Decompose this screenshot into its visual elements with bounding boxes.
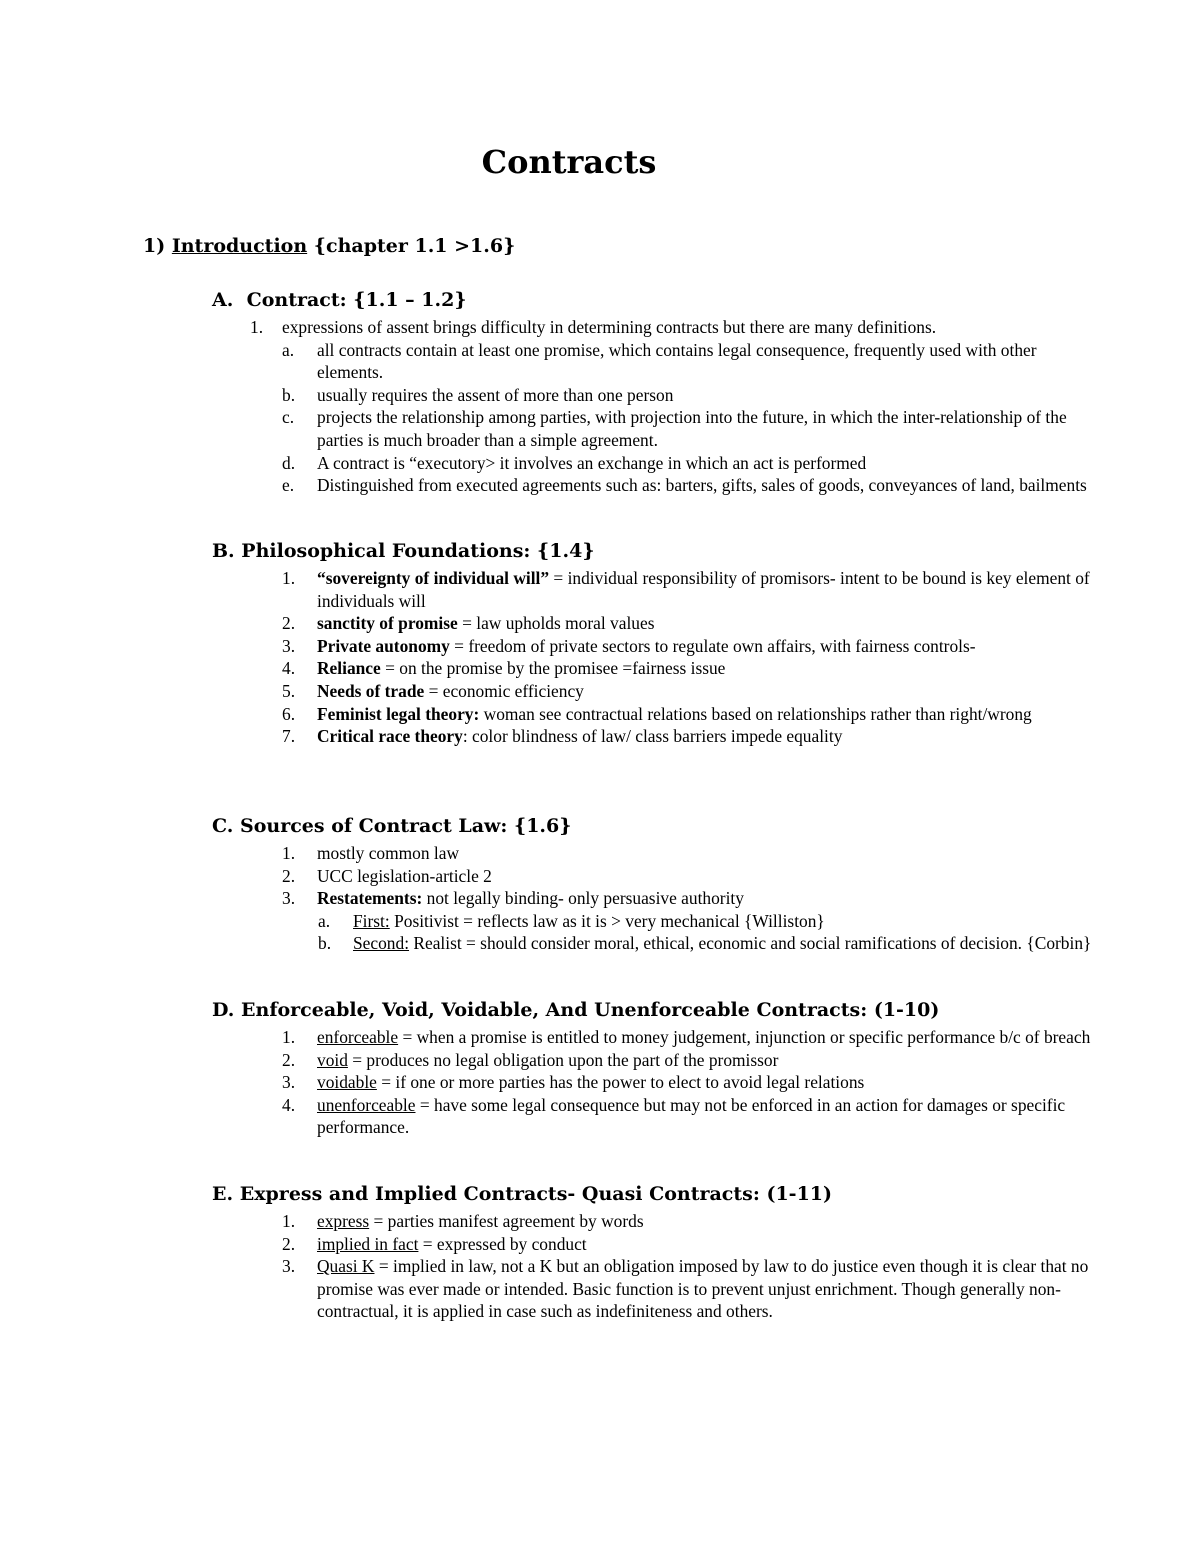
item-letter: c. (282, 407, 295, 428)
item-text: = individual responsibility of promisors- intent to be bound is key element of individuals will (317, 568, 1090, 611)
item-number: 2. (282, 613, 296, 634)
lettered-list (212, 339, 1092, 497)
item-text: Realist = should consider moral, ethical, economic and social ramifications of decision. {Corbin} (409, 933, 1092, 954)
list-item (212, 384, 1092, 407)
item-text: not legally binding- only persuasive authority (422, 888, 744, 909)
item-number: 5. (282, 680, 296, 701)
item-term: Second: (353, 933, 410, 954)
item-text: : color blindness of law/ class barriers impede equality (462, 726, 843, 747)
item-text: = produces no legal obligation upon the part of the promissor (347, 1049, 779, 1070)
list-item (212, 452, 1092, 475)
list-item (212, 339, 1092, 384)
item-letter: e. (282, 475, 295, 496)
list-item (212, 1094, 1092, 1139)
section-enforceable-contracts (212, 996, 1092, 1139)
item-term: implied in fact (317, 1233, 419, 1254)
item-number: 1. (282, 1211, 296, 1231)
list-item (212, 703, 1092, 726)
item-letter: d. (282, 452, 296, 473)
list-item (212, 1071, 1092, 1094)
list-item (212, 567, 1092, 612)
item-letter: b. (318, 933, 332, 954)
item-term: sanctity of promise (317, 613, 458, 634)
chapter-heading (143, 232, 515, 260)
item-number: 6. (282, 703, 296, 724)
item-term: voidable (317, 1072, 377, 1093)
section-title: Contract: {1.1 – 1.2} (246, 289, 467, 311)
list-item (212, 865, 1092, 888)
item-text: = on the promise by the promisee =fairness issue (380, 658, 726, 679)
list-item (212, 842, 1092, 865)
item-text: = implied in law, not a K but an obligation imposed by law to do justice even though it is clear that no promise was ever made or intended. Basic function is to prevent unjust enrichment. Though generally non-contractual, it is applied in case such as indefiniteness and others. (317, 1256, 1089, 1322)
item-text: = when a promise is entitled to money judgement, injunction or specific performance b/c of breach (398, 1027, 1091, 1047)
chapter-number: 1) (143, 235, 166, 257)
item-text: all contracts contain at least one promise, which contains legal consequence, frequently used with other elements. (317, 339, 1037, 383)
item-number: 3. (282, 1256, 296, 1277)
list-item (212, 1049, 1092, 1072)
section-heading (212, 286, 1092, 314)
item-letter: b. (282, 384, 296, 405)
numbered-list (212, 1210, 1092, 1323)
section-sources-of-contract-law (212, 812, 1092, 955)
item-text: = if one or more parties has the power to elect to avoid legal relations (376, 1072, 865, 1093)
list-item (212, 612, 1092, 635)
item-letter: a. (282, 339, 295, 360)
numbered-list (212, 316, 1092, 497)
list-item (212, 910, 1092, 933)
lettered-list (212, 910, 1092, 955)
item-number: 1. (282, 843, 296, 863)
item-term: Quasi K (317, 1256, 375, 1277)
item-text: A contract is “executory> it involves an exchange in which an act is performed (317, 452, 867, 473)
item-term: Needs of trade (317, 680, 425, 701)
item-number: 2. (282, 1233, 296, 1254)
item-term: enforceable (317, 1027, 399, 1047)
item-text: mostly common law (317, 843, 460, 863)
item-number: 2. (282, 1049, 296, 1070)
item-text: = parties manifest agreement by words (369, 1211, 644, 1231)
item-number: 7. (282, 726, 296, 747)
item-text: expressions of assent brings difficulty in determining contracts but there are many definitions. (282, 317, 937, 337)
section-letter: A. (212, 289, 234, 311)
item-number: 3. (282, 635, 296, 656)
list-item (212, 932, 1092, 955)
item-text: Distinguished from executed agreements such as: barters, gifts, sales of goods, conveyances of land, bailments (317, 475, 1087, 496)
item-term: Critical race theory (317, 726, 463, 747)
list-item (212, 635, 1092, 658)
item-number: 3. (282, 1072, 296, 1093)
item-term: First: (353, 910, 390, 931)
section-express-implied-contracts (212, 1180, 1092, 1323)
item-number: 4. (282, 1094, 296, 1115)
item-number: 4. (282, 658, 296, 679)
item-term: Feminist legal theory: (317, 703, 480, 724)
document-title: Contracts (481, 143, 657, 181)
chapter-name: Introduction (171, 235, 308, 257)
section-heading: D. Enforceable, Void, Voidable, And Unenforceable Contracts: (1-10) (212, 999, 940, 1021)
list-item (212, 1026, 1092, 1049)
item-number: 2. (282, 865, 296, 886)
numbered-list (212, 842, 1092, 955)
numbered-list (212, 1026, 1092, 1139)
list-item (212, 474, 1092, 497)
item-letter: a. (318, 910, 331, 931)
section-heading: E. Express and Implied Contracts- Quasi Contracts: (1-11) (212, 1183, 832, 1205)
numbered-list (212, 567, 1092, 748)
item-term: Restatements: (317, 888, 423, 909)
item-term: Reliance (317, 658, 381, 679)
list-item (212, 1233, 1092, 1256)
section-philosophical-foundations (212, 537, 1092, 748)
list-item (212, 1255, 1092, 1323)
section-heading: C. Sources of Contract Law: {1.6} (212, 815, 572, 837)
list-item (212, 887, 1092, 910)
item-term: express (317, 1211, 370, 1231)
item-text: = expressed by conduct (418, 1233, 587, 1254)
chapter-ref: {chapter 1.1 >1.6} (313, 235, 516, 257)
list-item (212, 725, 1092, 748)
list-item (212, 657, 1092, 680)
item-text: = law upholds moral values (457, 613, 655, 634)
item-term: “sovereignty of individual will” (317, 568, 550, 588)
item-text: Positivist = reflects law as it is > very mechanical {Williston} (389, 910, 825, 931)
item-text: usually requires the assent of more than one person (317, 384, 674, 405)
list-item (212, 316, 1092, 339)
list-item (212, 1210, 1092, 1233)
item-number: 3. (282, 888, 296, 909)
item-number: 1. (282, 568, 296, 588)
item-text: woman see contractual relations based on relationships rather than right/wrong (479, 703, 1032, 724)
item-number: 1. (250, 317, 264, 337)
item-text: = freedom of private sectors to regulate own affairs, with fairness controls- (449, 635, 976, 656)
list-item (212, 406, 1092, 451)
list-item (212, 680, 1092, 703)
section-heading: B. Philosophical Foundations: {1.4} (212, 540, 595, 562)
item-term: unenforceable (317, 1094, 416, 1115)
item-term: void (317, 1049, 348, 1070)
item-term: Private autonomy (317, 635, 450, 656)
item-text: = have some legal consequence but may not be enforced in an action for damages or specific performance. (317, 1094, 1066, 1138)
section-contract (212, 286, 1092, 497)
item-number: 1. (282, 1027, 296, 1047)
item-text: UCC legislation-article 2 (317, 865, 492, 886)
item-text: = economic efficiency (424, 680, 584, 701)
item-text: projects the relationship among parties, with projection into the future, in which the inter-relationship of the parties is much broader than a simple agreement. (317, 407, 1067, 450)
